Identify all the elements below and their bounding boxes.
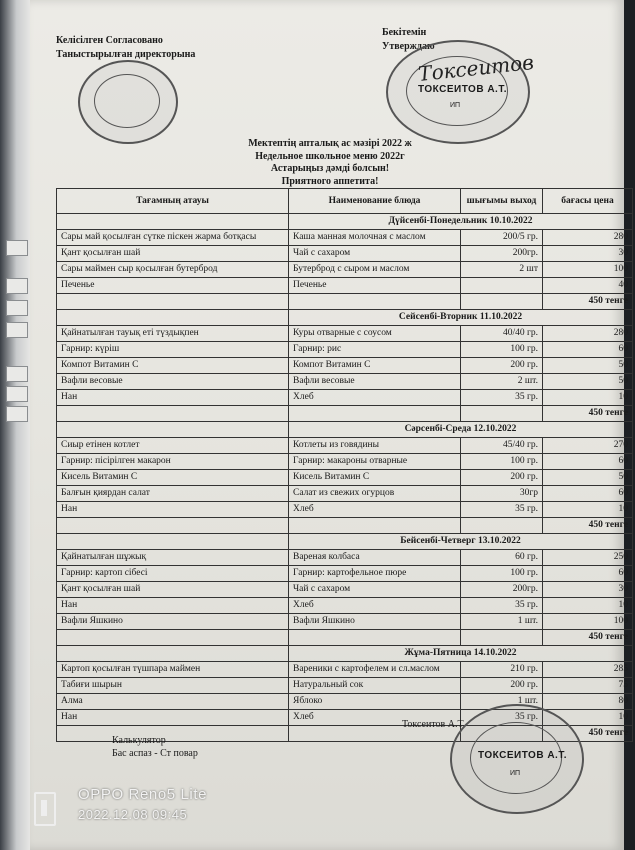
dish-name-kz: Сары май қосылған сүтке піскен жарма ботқасы [57,230,289,246]
dish-output: 200гр. [461,246,543,262]
table-row [57,342,633,358]
dish-output: 2 шт [461,262,543,278]
table-row [57,582,633,598]
dish-name-kz: Вафли Яшкино [57,614,289,630]
table-row [57,374,633,390]
seal-top-name: ТОКСЕИТОВ А.Т. [418,84,508,95]
dish-price: 10 [543,598,633,614]
dish-output: 100 гр. [461,454,543,470]
dish-name-kz: Сиыр етінен котлет [57,438,289,454]
day-header-spacer [57,214,289,230]
background-fragment [6,240,28,256]
dish-name-ru: Куры отварные с соусом [289,326,461,342]
dish-output: 210 гр. [461,662,543,678]
day-title: Жұма-Пятница 14.10.2022 [289,646,633,662]
dish-price: 285 [543,662,633,678]
header-price: бағасы цена [543,189,633,214]
dish-name-kz: Гарнир: пісірілген макарон [57,454,289,470]
table-row [57,678,633,694]
dish-name-ru: Бутерброд с сыром и маслом [289,262,461,278]
dish-price: 75 [543,678,633,694]
dish-name-kz: Компот Витамин С [57,358,289,374]
dish-price: 10 [543,502,633,518]
dish-price: 40 [543,278,633,294]
dish-output: 100 гр. [461,342,543,358]
dish-output [461,406,543,422]
watermark-timestamp: 2022.12.08 09:45 [78,807,188,822]
table-row [57,566,633,582]
camera-watermark [78,786,207,822]
menu-title [230,138,430,188]
dish-name-ru: Салат из свежих огурцов [289,486,461,502]
table-row [57,662,633,678]
dish-price: 450 тенге [543,726,633,742]
day-header-spacer [57,646,289,662]
dish-name-ru [289,294,461,310]
table-row [57,406,633,422]
dish-name-ru: Хлеб [289,710,461,726]
dish-name-ru: Печенье [289,278,461,294]
dish-name-ru: Натуральный сок [289,678,461,694]
footer-cook: Бас аспаз - Ст повар [112,748,198,759]
title-line4: Приятного аппетита! [281,175,379,187]
header-left-line2: Таныстырылған директорына [56,49,196,60]
dish-price: 60 [543,486,633,502]
table-row [57,358,633,374]
table-row [57,502,633,518]
dish-name-kz: Қайнатылған тауық еті түздықпен [57,326,289,342]
dish-name-ru: Яблоко [289,694,461,710]
title-line1: Мектептің апталық ас мәзірі 2022 ж [248,138,412,149]
dish-price: 100 [543,614,633,630]
table-row [57,278,633,294]
dish-output: 35 гр. [461,710,543,726]
background-fragment [6,366,28,382]
dish-name-ru: Чай с сахаром [289,582,461,598]
dish-name-ru [289,518,461,534]
dish-price: 50 [543,470,633,486]
header-name-kz: Тағамның атауы [57,189,289,214]
dish-output: 1 шт. [461,614,543,630]
seal-bottom-name: ТОКСЕИТОВ А.Т. [478,750,568,761]
header-right-line2: Утверждаю [382,41,435,52]
dish-output: 1 шт. [461,694,543,710]
day-header-row [57,534,633,550]
menu-table [56,188,633,742]
dish-name-ru: Вафли весовые [289,374,461,390]
background-fragment [6,386,28,402]
dish-name-kz: Нан [57,502,289,518]
dish-name-kz: Қайнатылған шұжық [57,550,289,566]
header-left-line1: Келісілген Согласовано [56,35,163,46]
dish-output [461,278,543,294]
dish-name-ru: Вареная колбаса [289,550,461,566]
dish-name-kz: Балғын қиярдан салат [57,486,289,502]
footer-left [112,734,198,760]
table-row [57,262,633,278]
dish-price: 280 [543,230,633,246]
dish-name-kz: Нан [57,710,289,726]
dish-output: 200 гр. [461,678,543,694]
dish-name-ru: Котлеты из говядины [289,438,461,454]
dish-output: 200/5 гр. [461,230,543,246]
dish-name-kz: Қант қосылған шай [57,582,289,598]
watermark-brand: OPPO Reno5 Lite [78,786,208,803]
dish-output [461,518,543,534]
day-title: Бейсенбі-Четверг 13.10.2022 [289,534,633,550]
dish-price: 450 тенге [543,406,633,422]
dish-name-ru: Чай с сахаром [289,246,461,262]
dish-name-ru: Каша манная молочная с маслом [289,230,461,246]
footer-calc: Калькулятор [112,735,166,746]
dish-output [461,630,543,646]
camera-brand-icon [34,792,56,826]
header-right-line1: Бекітемін [382,27,427,38]
dish-output: 45/40 гр. [461,438,543,454]
dish-name-kz [57,406,289,422]
dish-output: 100 гр. [461,566,543,582]
dish-name-ru [289,406,461,422]
dish-output: 35 гр. [461,598,543,614]
dish-name-kz: Гарнир: картоп сібесі [57,566,289,582]
table-row [57,294,633,310]
dish-name-kz: Алма [57,694,289,710]
dish-name-kz: Қант қосылған шай [57,246,289,262]
dish-name-ru [289,630,461,646]
day-header-spacer [57,534,289,550]
official-seal-bottom [450,704,584,814]
dish-name-kz [57,518,289,534]
title-line2: Недельное школьное меню 2022г [255,150,405,162]
table-row [57,486,633,502]
dish-price: 450 тенге [543,518,633,534]
dish-price: 80 [543,694,633,710]
table-row [57,326,633,342]
dish-name-kz: Кисель Витамин С [57,470,289,486]
day-title: Дүйсенбі-Понедельник 10.10.2022 [289,214,633,230]
dish-name-kz [57,630,289,646]
table-row [57,518,633,534]
dish-price: 60 [543,566,633,582]
table-row [57,694,633,710]
dish-price: 100 [543,262,633,278]
dish-name-kz: Вафли весовые [57,374,289,390]
day-header-spacer [57,310,289,326]
dish-name-ru: Хлеб [289,598,461,614]
day-header-row [57,422,633,438]
dish-output: 35 гр. [461,390,543,406]
title-line3: Астарыңыз дәмді болсын! [270,163,390,174]
approval-header-left [56,34,195,62]
table-row [57,230,633,246]
dish-output: 35 гр. [461,502,543,518]
dish-output: 200 гр. [461,470,543,486]
header-name-ru: Наименование блюда [289,189,461,214]
table-header-row [57,189,633,214]
seal-bottom-small: ИП [510,770,521,777]
dish-name-kz: Нан [57,390,289,406]
table-row [57,470,633,486]
footer-signer: Токсеитов А.Т. [402,719,466,730]
table-row [57,390,633,406]
seal-top-small: ИП [450,102,461,109]
director-signature: Токсеитов [417,50,535,86]
table-row [57,246,633,262]
dish-price: 270 [543,438,633,454]
dish-name-kz: Печенье [57,278,289,294]
dish-price: 280 [543,326,633,342]
dish-name-ru: Гарнир: макароны отварные [289,454,461,470]
dish-price: 250 [543,550,633,566]
dish-price: 30 [543,246,633,262]
background-fragment [6,300,28,316]
dish-price: 30 [543,582,633,598]
table-row [57,630,633,646]
day-header-row [57,310,633,326]
dish-name-kz [57,294,289,310]
background-document-edge [0,0,30,850]
day-title: Сәрсенбі-Среда 12.10.2022 [289,422,633,438]
dish-price: 50 [543,358,633,374]
dish-name-kz: Сары маймен сыр қосылған бутерброд [57,262,289,278]
dish-output: 60 гр. [461,550,543,566]
dish-name-ru: Гарнир: рис [289,342,461,358]
dish-price: 60 [543,454,633,470]
background-fragment [6,322,28,338]
dish-name-ru: Вафли Яшкино [289,614,461,630]
dish-output [461,294,543,310]
dish-name-ru: Хлеб [289,390,461,406]
dish-price: 450 тенге [543,630,633,646]
header-output: шығымы выход [461,189,543,214]
table-row [57,550,633,566]
day-title: Сейсенбі-Вторник 11.10.2022 [289,310,633,326]
dish-name-ru: Хлеб [289,502,461,518]
dish-price: 50 [543,374,633,390]
dish-name-ru: Гарнир: картофельное пюре [289,566,461,582]
table-row [57,454,633,470]
dish-output: 40/40 гр. [461,326,543,342]
dish-name-ru: Компот Витамин С [289,358,461,374]
dish-price: 10 [543,390,633,406]
background-fragment [6,406,28,422]
dish-name-kz: Гарнир: күріш [57,342,289,358]
dish-name-ru: Кисель Витамин С [289,470,461,486]
dish-price: 60 [543,342,633,358]
dish-output: 200 гр. [461,358,543,374]
dish-output: 200гр. [461,582,543,598]
menu-document [30,0,628,850]
dish-name-ru: Вареники с картофелем и сл.маслом [289,662,461,678]
dish-output: 30гр [461,486,543,502]
day-header-spacer [57,422,289,438]
dish-name-kz: Нан [57,598,289,614]
table-row [57,614,633,630]
official-seal-left [78,60,178,144]
dish-name-kz: Картоп қосылған түшпара маймен [57,662,289,678]
background-fragment [6,278,28,294]
day-header-row [57,214,633,230]
day-header-row [57,646,633,662]
table-row [57,598,633,614]
dish-price: 10 [543,710,633,726]
dish-name-kz: Табиғи шырын [57,678,289,694]
dish-output: 2 шт. [461,374,543,390]
table-row [57,438,633,454]
dish-price: 450 тенге [543,294,633,310]
